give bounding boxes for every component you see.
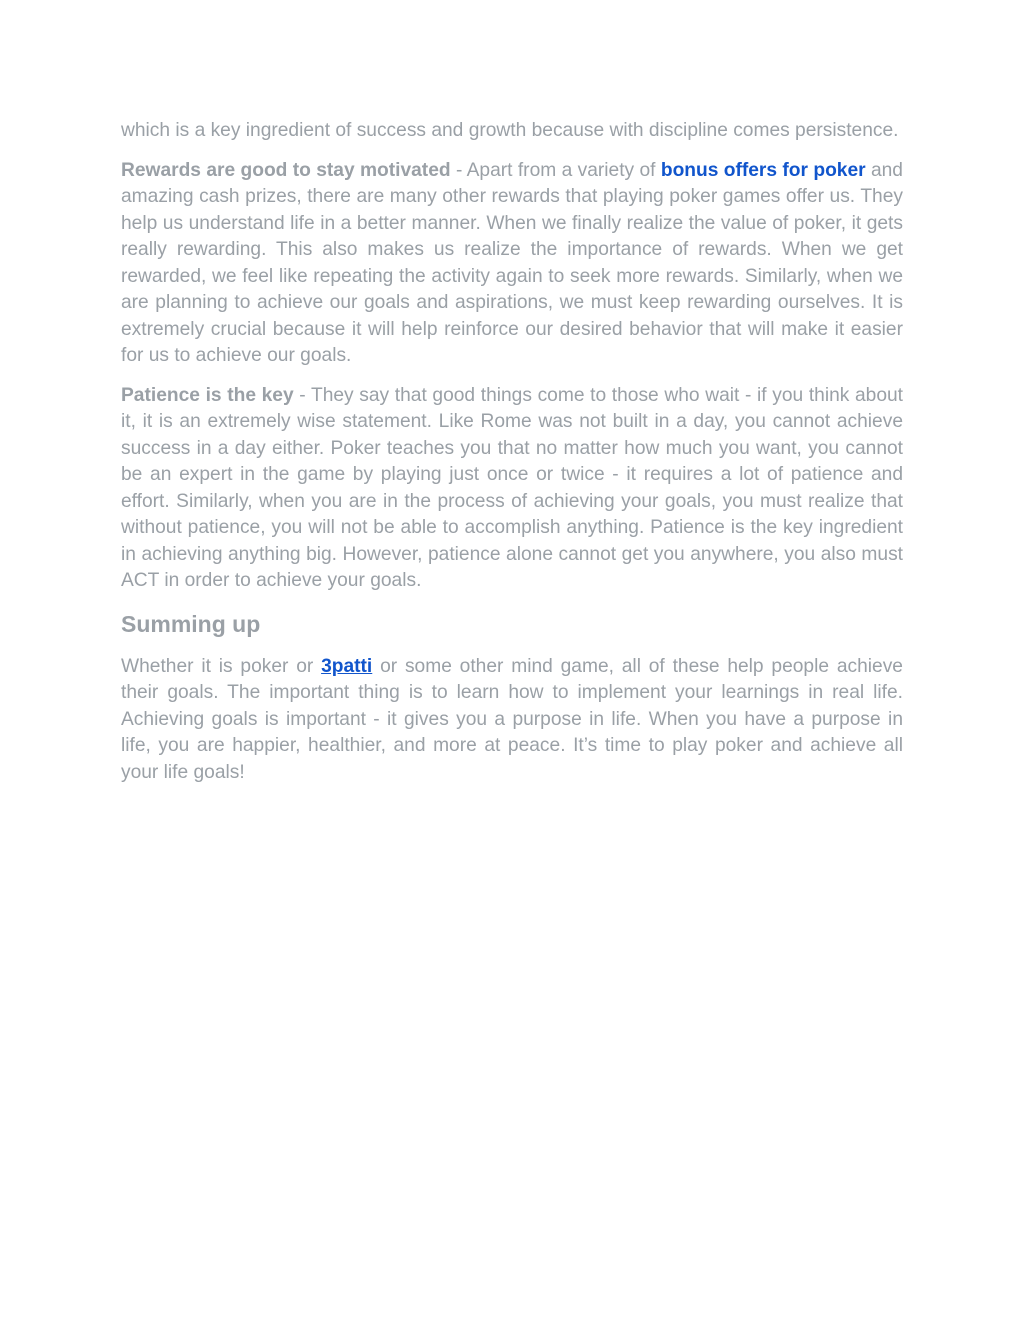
summing-up-text-before-link: Whether it is poker or	[121, 655, 322, 677]
rewards-lead: Rewards are good to stay motivated	[121, 159, 451, 181]
patience-paragraph	[121, 383, 903, 595]
document-page	[121, 118, 903, 799]
rewards-paragraph	[121, 158, 903, 370]
summing-up-heading: Summing up	[121, 610, 261, 637]
patience-lead: Patience is the key	[121, 384, 294, 406]
rewards-text-after-link: and amazing cash prizes, there are many other rewards that playing poker games offer us. They help us understand life in a better manner. When we finally realize the value of poker, it gets really rewarding. This also makes us realize the importance of rewards. When we get rewarded, we feel like repeating the activity again to seek more rewards. Similarly, when we are planning to achieve our goals and aspirations, we must keep rewarding ourselves. It is extremely crucial because it will help reinforce our desired behavior that will make it easier for us to achieve our goals.	[121, 159, 903, 366]
intro-continuation-text: which is a key ingredient of success and growth because with discipline comes persistence.	[121, 120, 899, 141]
bonus-offers-link[interactable]: bonus offers for poker	[660, 159, 866, 181]
intro-continuation-paragraph	[121, 118, 903, 145]
summing-up-text-after-link: or some other mind game, all of these help people achieve their goals. The important thing is to learn how to implement your learnings in real life. Achieving goals is important - it gives you a purpose in life. When you have a purpose in life, you are happier, healthier, and more at peace. It’s time to play poker and achieve all your life goals!	[121, 655, 903, 783]
patience-text: - They say that good things come to those who wait - if you think about it, it is an extremely wise statement. Like Rome was not built in a day, you cannot achieve success in a day either. Poker teaches you that no matter how much you want, you cannot be an expert in the game by playing just once or twice - it requires a lot of patience and effort. Similarly, when you are in the process of achieving your goals, you must realize that without patience, you will not be able to accomplish anything. Patience is the key ingredient in achieving anything big. However, patience alone cannot get you anywhere, you also must ACT in order to achieve your goals.	[121, 384, 904, 591]
rewards-text-before-link: - Apart from a variety of	[450, 159, 661, 181]
summing-up-paragraph	[121, 654, 903, 787]
3patti-link[interactable]: 3patti	[321, 655, 373, 677]
